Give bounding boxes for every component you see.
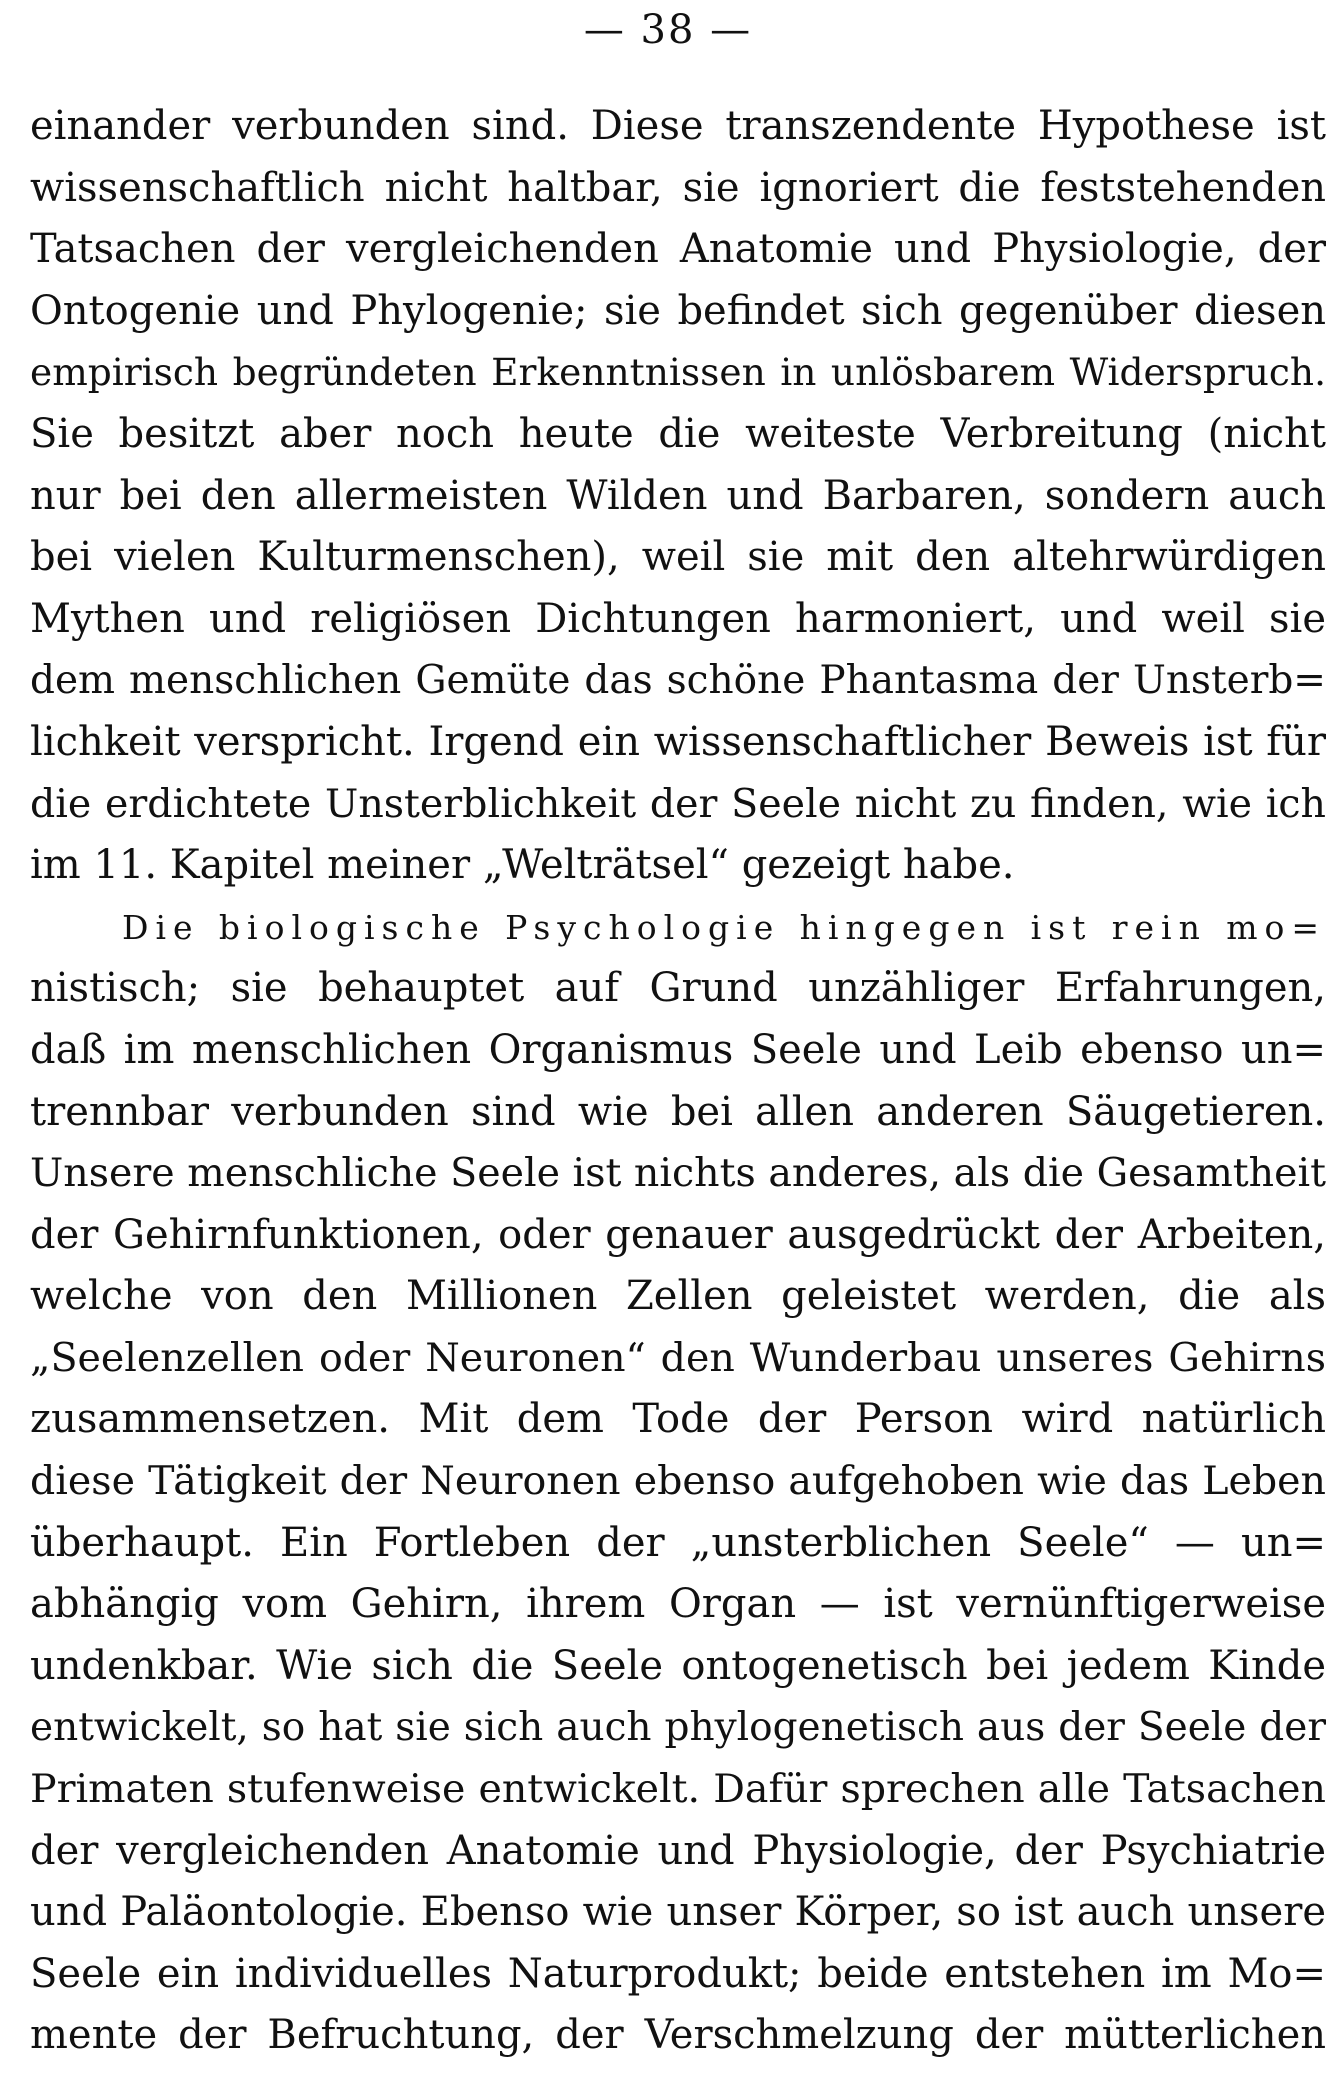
text-line: Primaten stufenweise entwickelt. Dafür sprechen alle Tatsachen [30,1766,1326,1813]
text-line: nur bei den allermeisten Wilden und Barbaren, sondern auch [30,472,1326,519]
text-line: einander verbunden sind. Diese transzendente Hypothese ist [30,103,1326,149]
page-number: — 38 — [583,7,753,53]
text-line: abhängig vom Gehirn, ihrem Organ — ist vernünftigerweise [30,1581,1326,1628]
text-line: wissenschaftlich nicht haltbar, sie ignoriert die feststehenden [30,164,1326,211]
paragraph-end-line: im 11. Kapitel meiner „Welträtsel“ gezeigt habe. [30,842,1015,889]
text-line: diese Tätigkeit der Neuronen ebenso aufgehoben wie das Leben [30,1458,1326,1505]
body-text [30,96,1326,2067]
text-line: überhaupt. Ein Fortleben der „unsterblichen Seele“ — un= [30,1519,1326,1566]
text-line: dem menschlichen Gemüte das schöne Phantasma der Unsterb= [30,658,1326,704]
text-line: Ontogenie und Phylogenie; sie befindet sich gegenüber diesen [30,287,1326,334]
text-line: Tatsachen der vergleichenden Anatomie und Physiologie, der [30,226,1326,273]
text-line: daß im menschlichen Organismus Seele und Leib ebenso un= [30,1026,1326,1073]
text-line: Mythen und religiösen Dichtungen harmoniert, und weil sie [30,595,1326,642]
text-line: die erdichtete Unsterblichkeit der Seele nicht zu finden, wie ich [30,780,1326,827]
text-line: undenkbar. Wie sich die Seele ontogenetisch bei jedem Kinde [30,1642,1326,1689]
text-line: welche von den Millionen Zellen geleistet werden, die als [30,1273,1326,1320]
text-line: trennbar verbunden sind wie bei allen anderen Säugetieren. [30,1088,1326,1135]
text-line: mente der Befruchtung, der Verschmelzung der mütterlichen [30,2012,1326,2059]
text-line: bei vielen Kulturmenschen), weil sie mit den altehrwürdigen [30,534,1326,581]
text-line: der Gehirnfunktionen, oder genauer ausgedrückt der Arbeiten, [30,1211,1326,1258]
paragraph-start-line: Die biologische Psychologie hingegen ist rein mo= [122,907,1326,947]
text-line: Seele ein individuelles Naturprodukt; beide entstehen im Mo= [30,1950,1326,1997]
text-line: und Paläontologie. Ebenso wie unser Körper, so ist auch unsere [30,1889,1326,1936]
text-line: lichkeit verspricht. Irgend ein wissenschaftlicher Beweis ist für [30,718,1326,765]
text-line: empirisch begründeten Erkenntnissen in unlösbarem Widerspruch. [30,350,1326,395]
text-line: Unsere menschliche Seele ist nichts anderes, als die Gesamtheit [30,1150,1326,1197]
text-line: entwickelt, so hat sie sich auch phylogenetisch aus der Seele der [30,1705,1326,1751]
text-line: Sie besitzt aber noch heute die weiteste Verbreitung (nicht [30,410,1326,457]
text-line: zusammensetzen. Mit dem Tode der Person wird natürlich [30,1396,1326,1443]
text-line: „Seelenzellen oder Neuronen“ den Wunderbau unseres Gehirns [30,1334,1326,1381]
text-line: nistisch; sie behauptet auf Grund unzähliger Erfahrungen, [30,965,1326,1012]
text-line: der vergleichenden Anatomie und Physiologie, der Psychiatrie [30,1827,1326,1874]
